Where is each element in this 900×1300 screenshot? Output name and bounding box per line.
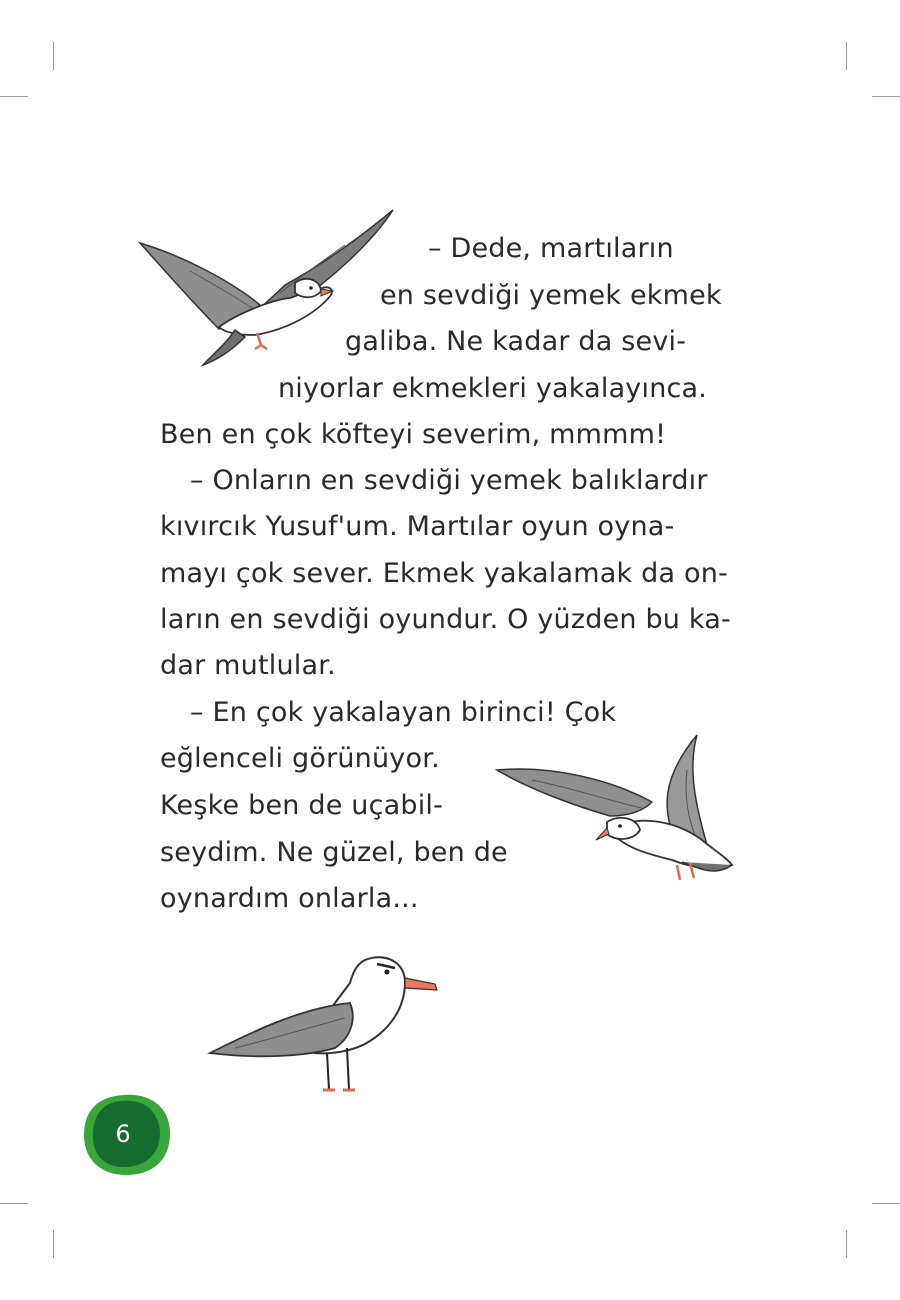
- text-line: – En çok yakalayan birinci! Çok: [190, 697, 617, 728]
- text-line: galiba. Ne kadar da sevi-: [345, 326, 687, 357]
- page-number: 6: [115, 1120, 131, 1148]
- text-line: seydim. Ne güzel, ben de: [160, 837, 508, 868]
- text-line: Keşke ben de uçabil-: [160, 790, 444, 821]
- text-line: mayı çok sever. Ekmek yakalamak da on-: [160, 558, 728, 589]
- text-line: dar mutlular.: [160, 650, 336, 681]
- crop-mark: [53, 42, 54, 70]
- crop-mark: [0, 1203, 28, 1204]
- text-line: – Dede, martıların: [428, 233, 674, 264]
- text-line: kıvırcık Yusuf'um. Martılar oyun oyna-: [160, 511, 675, 542]
- text-line: – Onların en sevdiği yemek balıklardır: [190, 465, 708, 496]
- flying-seagull-illustration: [492, 730, 742, 890]
- crop-mark: [872, 96, 900, 97]
- crop-mark: [53, 1230, 54, 1258]
- text-line: eğlenceli görünüyor.: [160, 743, 440, 774]
- text-line: Ben en çok köfteyi severim, mmmm!: [160, 419, 667, 450]
- crop-mark: [846, 42, 847, 70]
- standing-seagull-illustration: [205, 948, 450, 1103]
- crop-mark: [872, 1203, 900, 1204]
- text-line: ların en sevdiği oyundur. O yüzden bu ka-: [160, 604, 731, 635]
- text-line: oynardım onlarla...: [160, 883, 419, 914]
- text-line: en sevdiği yemek ekmek: [380, 280, 722, 311]
- crop-mark: [846, 1230, 847, 1258]
- text-line: niyorlar ekmekleri yakalayınca.: [278, 373, 708, 404]
- crop-mark: [0, 96, 28, 97]
